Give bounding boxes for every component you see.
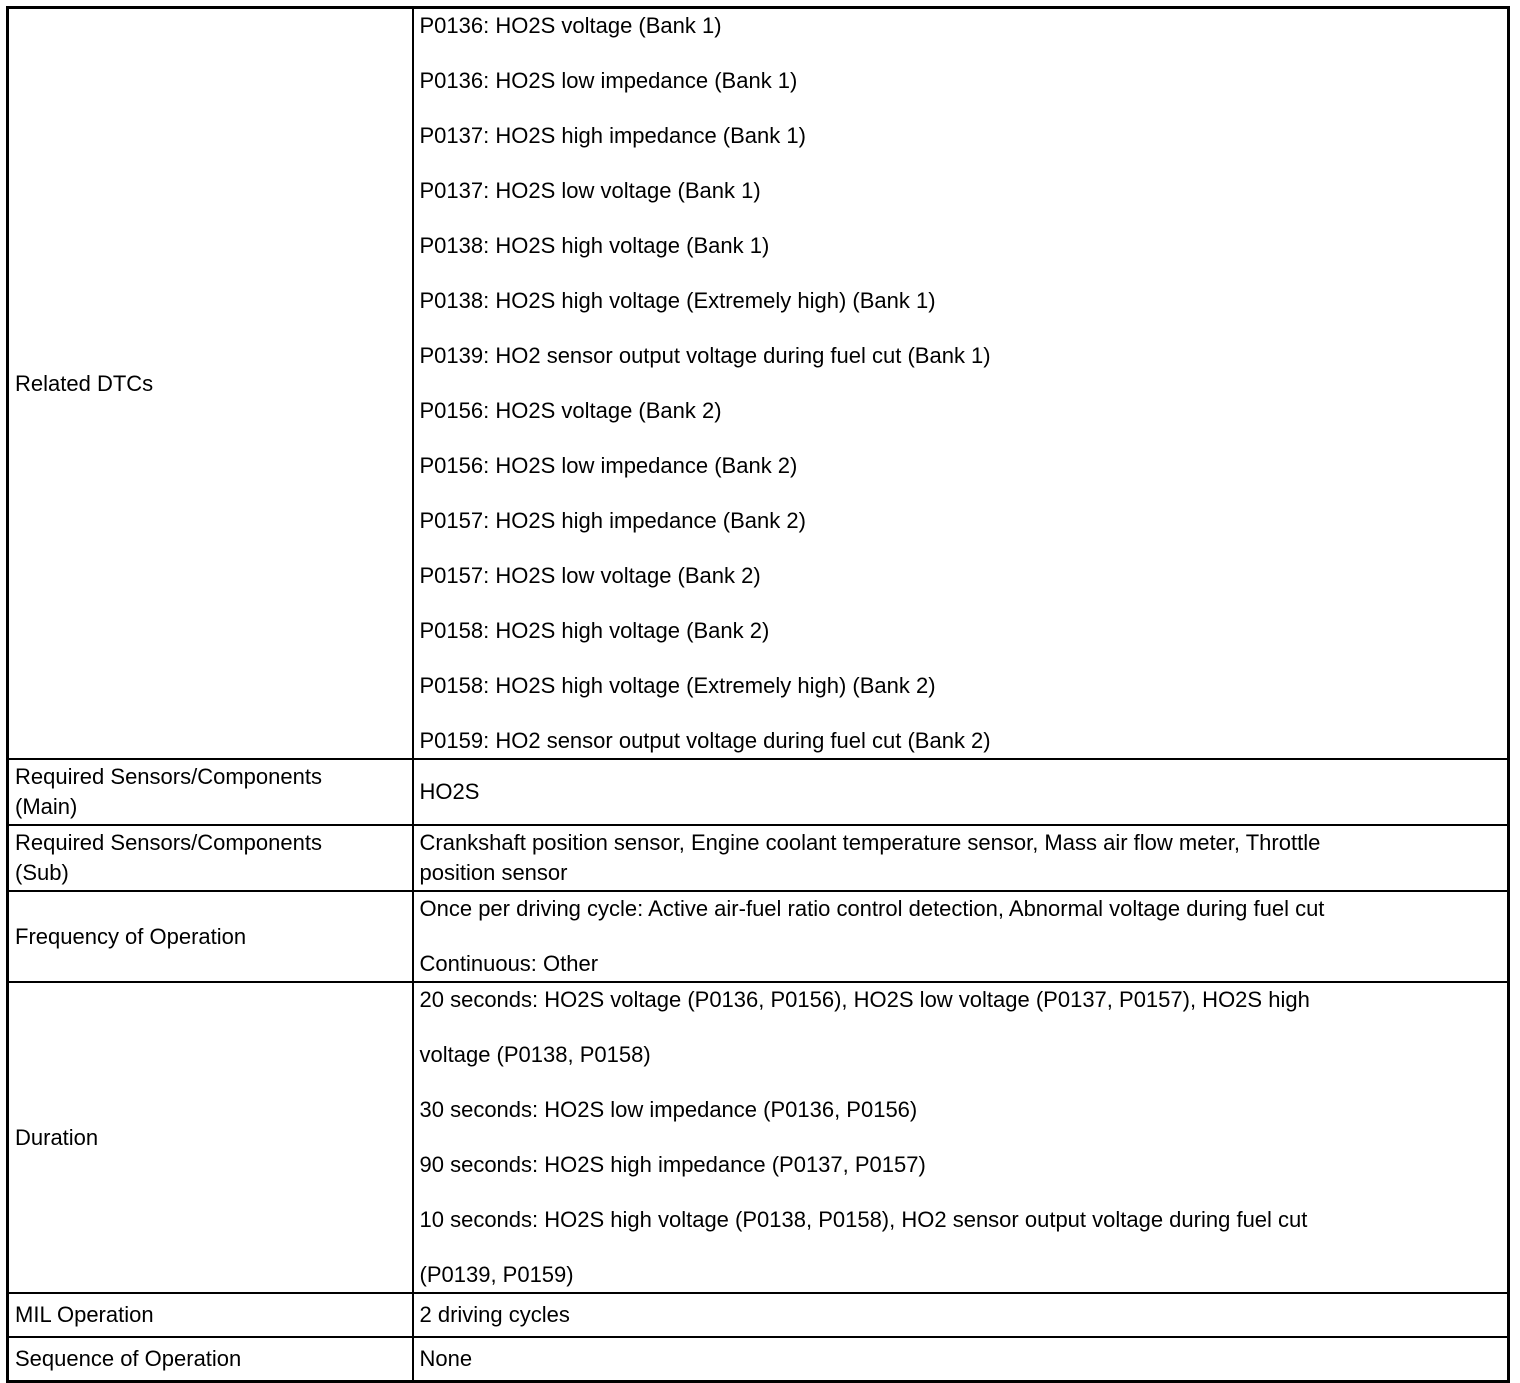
sub-sensors-label-line: (Sub) — [15, 860, 69, 885]
list-item: P0159: HO2 sensor output voltage during fuel cut (Bank 2) — [419, 728, 991, 753]
duration-line: (P0139, P0159) — [419, 1262, 574, 1287]
list-item: P0136: HO2S voltage (Bank 1) — [419, 13, 722, 38]
list-item: 30 seconds: HO2S low impedance (P0136, P0156) — [419, 1097, 918, 1122]
sub-sensors-value-line: position sensor — [419, 860, 568, 885]
sub-sensors-label-line: Required Sensors/Components — [15, 830, 322, 855]
table-row — [8, 825, 1509, 891]
frequency-list — [420, 894, 1502, 979]
list-item: P0139: HO2 sensor output voltage during fuel cut (Bank 1) — [419, 343, 991, 368]
table-row — [8, 982, 1509, 1293]
sub-sensors-label — [8, 825, 413, 891]
list-item: P0158: HO2S high voltage (Bank 2) — [419, 618, 770, 643]
list-item: 90 seconds: HO2S high impedance (P0137, P0157) — [419, 1152, 926, 1177]
dtc-list — [420, 11, 1502, 756]
table-row — [8, 759, 1509, 825]
duration-line: 10 seconds: HO2S high voltage (P0138, P0158), HO2 sensor output voltage during fuel cut — [419, 1207, 1308, 1232]
list-item: P0137: HO2S high impedance (Bank 1) — [419, 123, 806, 148]
duration-line: voltage (P0138, P0158) — [419, 1042, 651, 1067]
list-item — [420, 985, 1502, 1070]
list-item: P0137: HO2S low voltage (Bank 1) — [419, 178, 761, 203]
main-sensors-label-line: (Main) — [15, 794, 78, 819]
list-item: P0157: HO2S low voltage (Bank 2) — [419, 563, 761, 588]
related-dtcs-value — [413, 8, 1509, 760]
list-item: Continuous: Other — [419, 951, 599, 976]
list-item: P0158: HO2S high voltage (Extremely high) (Bank 2) — [419, 673, 936, 698]
table-row — [8, 1337, 1509, 1382]
table-row — [8, 891, 1509, 982]
monitor-spec-table — [6, 6, 1510, 1383]
list-item: Once per driving cycle: Active air-fuel ratio control detection, Abnormal voltage during fuel cut — [419, 896, 1325, 921]
sequence-label: Sequence of Operation — [8, 1337, 413, 1382]
list-item: P0138: HO2S high voltage (Bank 1) — [419, 233, 770, 258]
mil-value: 2 driving cycles — [413, 1293, 1509, 1337]
duration-line: 20 seconds: HO2S voltage (P0136, P0156), HO2S low voltage (P0137, P0157), HO2S high — [419, 987, 1310, 1012]
list-item: P0156: HO2S voltage (Bank 2) — [419, 398, 722, 423]
list-item: P0157: HO2S high impedance (Bank 2) — [419, 508, 806, 533]
list-item: P0136: HO2S low impedance (Bank 1) — [419, 68, 798, 93]
sequence-value: None — [413, 1337, 1509, 1382]
duration-label: Duration — [8, 982, 413, 1293]
main-sensors-label — [8, 759, 413, 825]
duration-list — [420, 985, 1502, 1290]
duration-value — [413, 982, 1509, 1293]
list-item: P0156: HO2S low impedance (Bank 2) — [419, 453, 798, 478]
mil-label: MIL Operation — [8, 1293, 413, 1337]
main-sensors-value: HO2S — [413, 759, 1509, 825]
sub-sensors-value — [413, 825, 1509, 891]
frequency-label: Frequency of Operation — [8, 891, 413, 982]
table-row — [8, 1293, 1509, 1337]
main-sensors-label-line: Required Sensors/Components — [15, 764, 322, 789]
list-item — [420, 1205, 1502, 1290]
frequency-value — [413, 891, 1509, 982]
sub-sensors-value-line: Crankshaft position sensor, Engine coolant temperature sensor, Mass air flow meter, Throttle — [419, 830, 1321, 855]
related-dtcs-label: Related DTCs — [8, 8, 413, 760]
table-row — [8, 8, 1509, 760]
list-item: P0138: HO2S high voltage (Extremely high) (Bank 1) — [419, 288, 936, 313]
